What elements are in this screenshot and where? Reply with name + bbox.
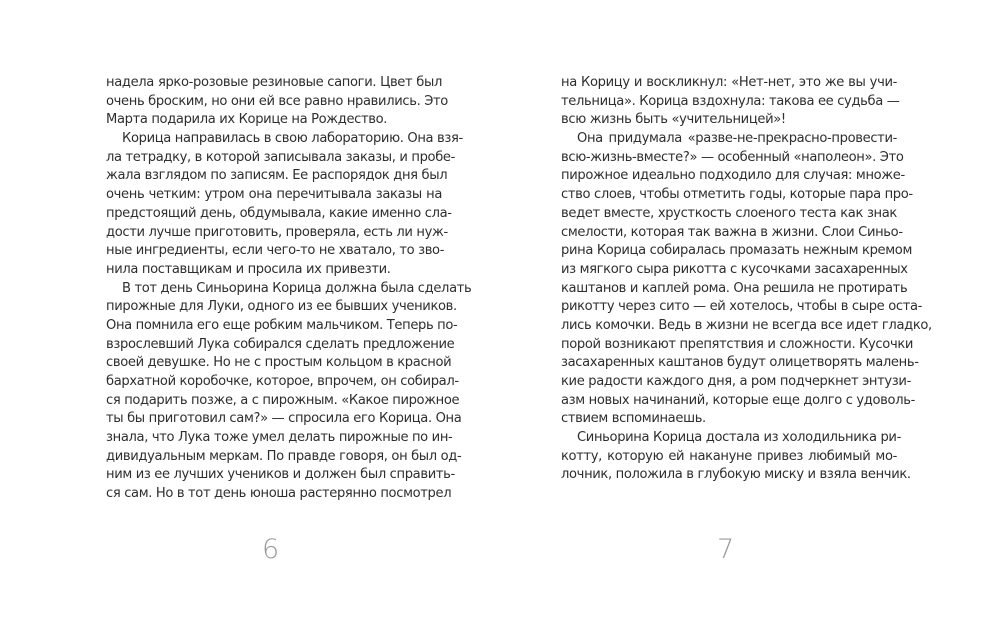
text-line: азм новых начинаний, которые еще долго с удоволь- [561, 392, 915, 408]
text-line: пирожные для Луки, одного из ее бывших учеников. [106, 299, 457, 315]
text-line: ство слоев, чтобы отметить годы, которые пара про- [561, 187, 913, 203]
text-line: Корица направилась в свою лабораторию. Она взя- [122, 131, 463, 147]
text-line: Она помнила его еще робким мальчиком. Теперь по- [106, 317, 458, 333]
text-line: очень броским, но они ей все равно нравились. Это [106, 93, 448, 109]
text-line: Синьорина Корица достала из холодильника ри- [577, 430, 901, 446]
text-line: пирожное идеально подходило для случая: множе- [561, 168, 905, 184]
text-line: взрослевший Лука собирался сделать предложение [106, 336, 455, 352]
text-line: смелости, которая так важна в жизни. Слои Синьо- [561, 224, 903, 240]
text-line: дивидуальным меркам. По правде говоря, он был од- [106, 448, 462, 464]
text-line: всю жизнь быть «учительницей»! [561, 112, 786, 128]
left-page-text [106, 74, 472, 504]
text-line: бархатной коробочке, которое, впрочем, он собирал- [106, 374, 459, 389]
text-line: лись комочки. Ведь в жизни не всегда все идет гладко, [561, 317, 932, 333]
text-line: всю-жизнь-вместе?» — особенный «наполеон». Это [561, 149, 904, 165]
text-line: предстоящий день, обдумывала, какие именно сла- [106, 205, 452, 221]
text-line: тельница». Корица вздохнула: такова ее судьба — [561, 93, 900, 109]
text-line: В тот день Синьорина Корица должна была сделать [122, 280, 472, 296]
right-page [500, 0, 1000, 637]
text-line: из мягкого сыра рикотта с кусочками засахаренных [561, 261, 908, 277]
text-line: ся сам. Но в тот день юноша растерянно посмотрел [106, 486, 452, 502]
right-page-text [561, 74, 932, 485]
text-line: на Корицу и воскликнул: «Нет-нет, это же вы учи- [561, 75, 897, 90]
page-number-left: 6 [262, 534, 280, 565]
text-line: Марта подарила их Корице на Рождество. [106, 112, 388, 128]
text-line: ные ингредиенты, если чего-то не хватало, то зво- [106, 243, 445, 259]
text-line: ла тетрадку, в которой записывала заказы, и пробе- [106, 149, 456, 165]
text-line: ты бы приготовил сам?» — спросила его Корица. Она [106, 411, 462, 427]
text-line: ся подарить позже, а с пирожным. «Какое пирожное [106, 392, 460, 408]
text-line: знала, что Лука тоже умел делать пирожные по ин- [106, 430, 453, 446]
text-line: надела ярко-розовые резиновые сапоги. Цвет был [106, 75, 442, 90]
text-line: лочник, положила в глубокую миску и взяла венчик. [561, 467, 911, 483]
text-line: ним из ее лучших учеников и должен был справить- [106, 467, 455, 483]
text-line: Она придумала «разве-не-прекрасно-провести- [577, 131, 897, 147]
text-line: ствием вспоминаешь. [561, 411, 706, 427]
text-line: рикотту через сито — ей хотелось, чтобы в сыре оста- [561, 299, 923, 315]
text-line: очень четким: утром она перечитывала заказы на [106, 187, 442, 203]
text-line: жала взглядом по записям. Ее распорядок дня был [106, 168, 448, 184]
text-line: засахаренных каштанов будут олицетворять малень- [561, 355, 919, 371]
text-line: рина Корица собиралась промазать нежным кремом [561, 243, 912, 259]
text-line: ведет вместе, хрусткость слоеного теста как знак [561, 205, 897, 221]
text-line: каштанов и каплей рома. Она решила не протирать [561, 280, 908, 296]
text-line: дости лучше приготовить, проверяла, есть ли нуж- [106, 224, 448, 240]
text-line: нила поставщикам и просила их привезти. [106, 261, 391, 277]
text-line: порой возникают препятствия и сложности. Кусочки [561, 336, 914, 352]
text-line: своей девушке. Но не с простым кольцом в красной [106, 355, 452, 371]
page-number-right: 7 [717, 534, 735, 565]
text-line: кие радости каждого дня, а ром подчеркнет энтузи- [561, 374, 911, 389]
text-line: котту, которую ей накануне привез любимый мо- [561, 448, 897, 464]
